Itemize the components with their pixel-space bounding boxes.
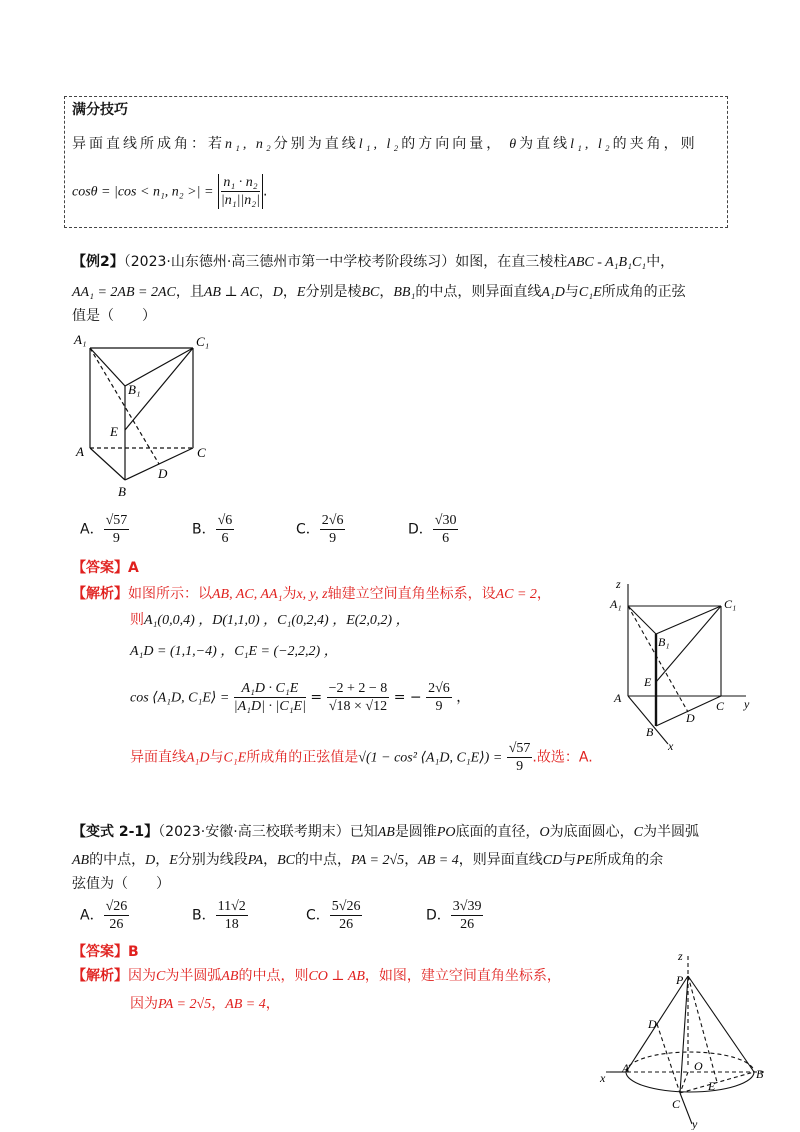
fig2-y: y bbox=[744, 697, 750, 711]
fig3-C: C bbox=[672, 1097, 681, 1111]
var21-line2: AB的中点，D，E分别为线段PA，BC的中点，PA = 2√5，AB = 4，则异面直线CD与PE所成角的余 bbox=[72, 852, 664, 868]
fig1-A1: A₁ bbox=[74, 332, 87, 347]
fig1-B1: B₁ bbox=[128, 382, 141, 397]
var21-sol-line2: 因为PA = 2√5，AB = 4， bbox=[130, 996, 280, 1012]
fig3-D: D bbox=[648, 1017, 657, 1031]
fig2-B: B bbox=[646, 725, 654, 739]
ex2-line2: AA₁ = 2AB = 2AC，且AB ⊥ AC，D，E分别是棱BC，BB₁的中点，则异面直线A₁D与C₁E所成角的正弦 bbox=[72, 284, 686, 300]
fig2-D: D bbox=[686, 711, 695, 725]
ex2-sol-cos: cos ⟨A₁D, C₁E⟩ = $\frac{\text{A₁D · C₁E}}{\text{|A₁D| · |C₁E|}}$ = $\frac{-2 + 2 - 8}{√18 \times √12}$ = − $\frac{2√6}{9}$ ， bbox=[130, 681, 471, 714]
ex2-line1: 【例2】（2023·山东德州·高三德州市第一中学校考阶段练习）如图，在直三棱柱ABC - A₁B₁C₁中， bbox=[72, 254, 675, 270]
ex2-option-c[interactable]: C． $\frac{2√6}{9}$ bbox=[296, 513, 344, 546]
tip-formula: cosθ = |cos < n₁, n₂ >| = $\frac{\text{n₁ · n₂}}{\text{|n₁||n₂|}}$ . bbox=[72, 175, 268, 208]
fig3-P: P bbox=[676, 973, 684, 987]
fig1-A: A bbox=[76, 444, 84, 459]
fig3-O: O bbox=[694, 1059, 703, 1073]
fig2-z: z bbox=[616, 577, 621, 591]
fig3-x: x bbox=[600, 1071, 606, 1085]
fig2-E: E bbox=[644, 675, 652, 689]
prism-figure bbox=[70, 330, 230, 500]
fig3-A: A bbox=[622, 1061, 630, 1075]
fig3-E: E bbox=[708, 1079, 716, 1093]
fig1-D: D bbox=[158, 466, 168, 481]
fig1-E: E bbox=[110, 424, 118, 439]
fig2-C1: C₁ bbox=[724, 597, 737, 611]
cone-figure bbox=[596, 948, 776, 1130]
ex2-sol-line1: 【解析】如图所示：以AB, AC, AA₁为x, y, z轴建立空间直角坐标系，设AC = 2， bbox=[72, 586, 551, 602]
fig1-C1: C₁ bbox=[196, 334, 210, 349]
var21-line3: 弦值为（ ） bbox=[72, 876, 170, 892]
var21-option-b[interactable]: B． $\frac{11√2}{18}$ bbox=[192, 899, 246, 932]
ex2-sol-vectors: A₁D = (1,1,−4) ，C₁E = (−2,2,2) ， bbox=[130, 644, 338, 659]
var21-answer: 【答案】B bbox=[72, 944, 139, 960]
tip-line1: 异面直线所成角：若n₁, n₂分别为直线l₁, l₂的方向向量， θ为直线l₁, l₂的夹角，则 bbox=[72, 136, 698, 152]
fig3-z: z bbox=[678, 949, 683, 963]
fig2-B1: B₁ bbox=[658, 635, 670, 649]
ex2-answer: 【答案】A bbox=[72, 560, 139, 576]
fig2-x: x bbox=[668, 739, 674, 753]
var21-line1: 【变式 2-1】（2023·安徽·高三校联考期末）已知AB是圆锥PO底面的直径，O为底面圆心，C为半圆弧 bbox=[72, 824, 699, 840]
ex2-option-b[interactable]: B． $\frac{√6}{6}$ bbox=[192, 513, 233, 546]
ex2-sol-points: 则A₁(0,0,4) ，D(1,1,0) ，C₁(0,2,4) ，E(2,0,2) ， bbox=[130, 612, 410, 628]
fig1-B: B bbox=[118, 484, 126, 499]
fig3-y: y bbox=[692, 1117, 698, 1130]
ex2-option-d[interactable]: D． $\frac{√30}{6}$ bbox=[408, 513, 457, 546]
var21-sol-line1: 【解析】因为C为半圆弧AB的中点，则CO ⊥ AB，如图，建立空间直角坐标系， bbox=[72, 968, 561, 984]
fig2-A1: A₁ bbox=[610, 597, 622, 611]
tip-title: 满分技巧 bbox=[72, 102, 128, 118]
ex2-line3: 值是（ ） bbox=[72, 308, 156, 324]
ex2-sol-conclusion: 异面直线A₁D与C₁E所成角的正弦值是√(1 − cos² ⟨A₁D, C₁E⟩) = $\frac{√57}{9}$ .故选：A. bbox=[130, 741, 593, 774]
var21-option-a[interactable]: A． $\frac{√26}{26}$ bbox=[80, 899, 128, 932]
fig1-C: C bbox=[197, 445, 206, 460]
var21-option-c[interactable]: C． $\frac{5√26}{26}$ bbox=[306, 899, 361, 932]
fig2-C: C bbox=[716, 699, 725, 713]
var21-option-d[interactable]: D． $\frac{3√39}{26}$ bbox=[426, 899, 482, 932]
fig3-B: B bbox=[756, 1067, 764, 1081]
fig2-A: A bbox=[614, 691, 622, 705]
prism-axes-figure bbox=[606, 576, 756, 756]
ex2-option-a[interactable]: A． $\frac{√57}{9}$ bbox=[80, 513, 128, 546]
